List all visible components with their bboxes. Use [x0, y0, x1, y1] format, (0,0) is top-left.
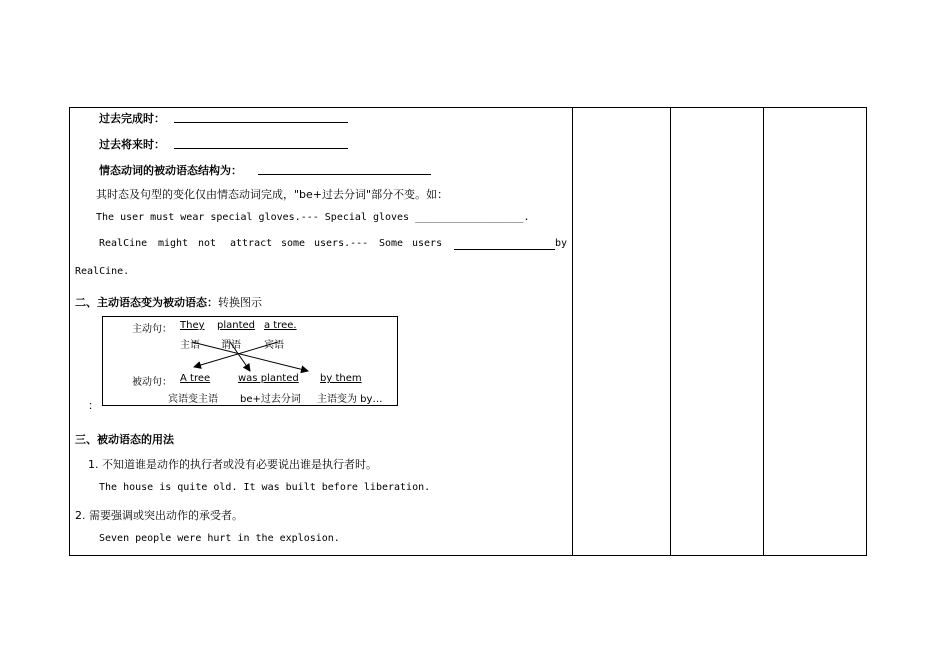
usage-item-2-example: Seven people were hurt in the explosion. — [99, 533, 340, 544]
passive-role-agent: 主语变为 by… — [317, 394, 383, 405]
past-future-label: 过去将来时： — [99, 138, 165, 151]
past-perfect-label: 过去完成时： — [99, 112, 165, 125]
example-2-word: some — [281, 238, 306, 249]
example-1: The user must wear special gloves.--- Special gloves __________________. — [96, 212, 530, 223]
active-label: 主动句： — [132, 324, 172, 335]
role-object: 宾语 — [264, 340, 284, 351]
example-2-word: might — [158, 238, 189, 249]
modal-label: 情态动词的被动语态结构为： — [99, 164, 242, 177]
example-2-word: Some — [379, 238, 404, 249]
section-2-suffix: 转换图示 — [218, 296, 262, 309]
active-verb: planted — [217, 320, 256, 331]
example-2-word: not — [198, 238, 217, 249]
example-2-word: users — [412, 238, 443, 249]
section-2-title: 二、主动语态变为被动语态： — [75, 296, 218, 309]
example-2-word: users.--- — [314, 238, 369, 249]
role-subject: 主语 — [180, 340, 200, 351]
modal-note: 其时态及句型的变化仅由情态动词完成，"be+过去分词"部分不变。如： — [96, 188, 449, 201]
example-2-word: attract — [230, 238, 273, 249]
usage-item-1: 1. 不知道谁是动作的执行者或没有必要说出谁是执行者时。 — [88, 458, 377, 471]
passive-role-verb: be+过去分词 — [240, 394, 301, 405]
passive-role-subject: 宾语变主语 — [168, 394, 218, 405]
passive-verb: was planted — [238, 373, 299, 384]
passive-subject: A tree — [180, 373, 211, 384]
passive-label: 被动句： — [132, 377, 172, 388]
usage-item-2: 2. 需要强调或突出动作的承受者。 — [75, 509, 243, 522]
passive-agent: by them — [320, 373, 362, 384]
usage-item-1-example: The house is quite old. It was built before liberation. — [99, 482, 431, 493]
arrow-verb-to-verb — [230, 342, 250, 371]
section-3-heading: 三、被动语态的用法 — [75, 433, 174, 446]
arrow-subject-to-agent — [192, 342, 308, 371]
example-2-tail: by — [555, 238, 568, 249]
active-subject: They — [180, 320, 205, 331]
active-object: a tree. — [264, 320, 297, 331]
stray-colon: ： — [88, 399, 99, 412]
example-2-continuation: RealCine. — [75, 266, 130, 277]
example-2-word: RealCine — [99, 238, 148, 249]
role-verb: 谓语 — [221, 340, 241, 351]
